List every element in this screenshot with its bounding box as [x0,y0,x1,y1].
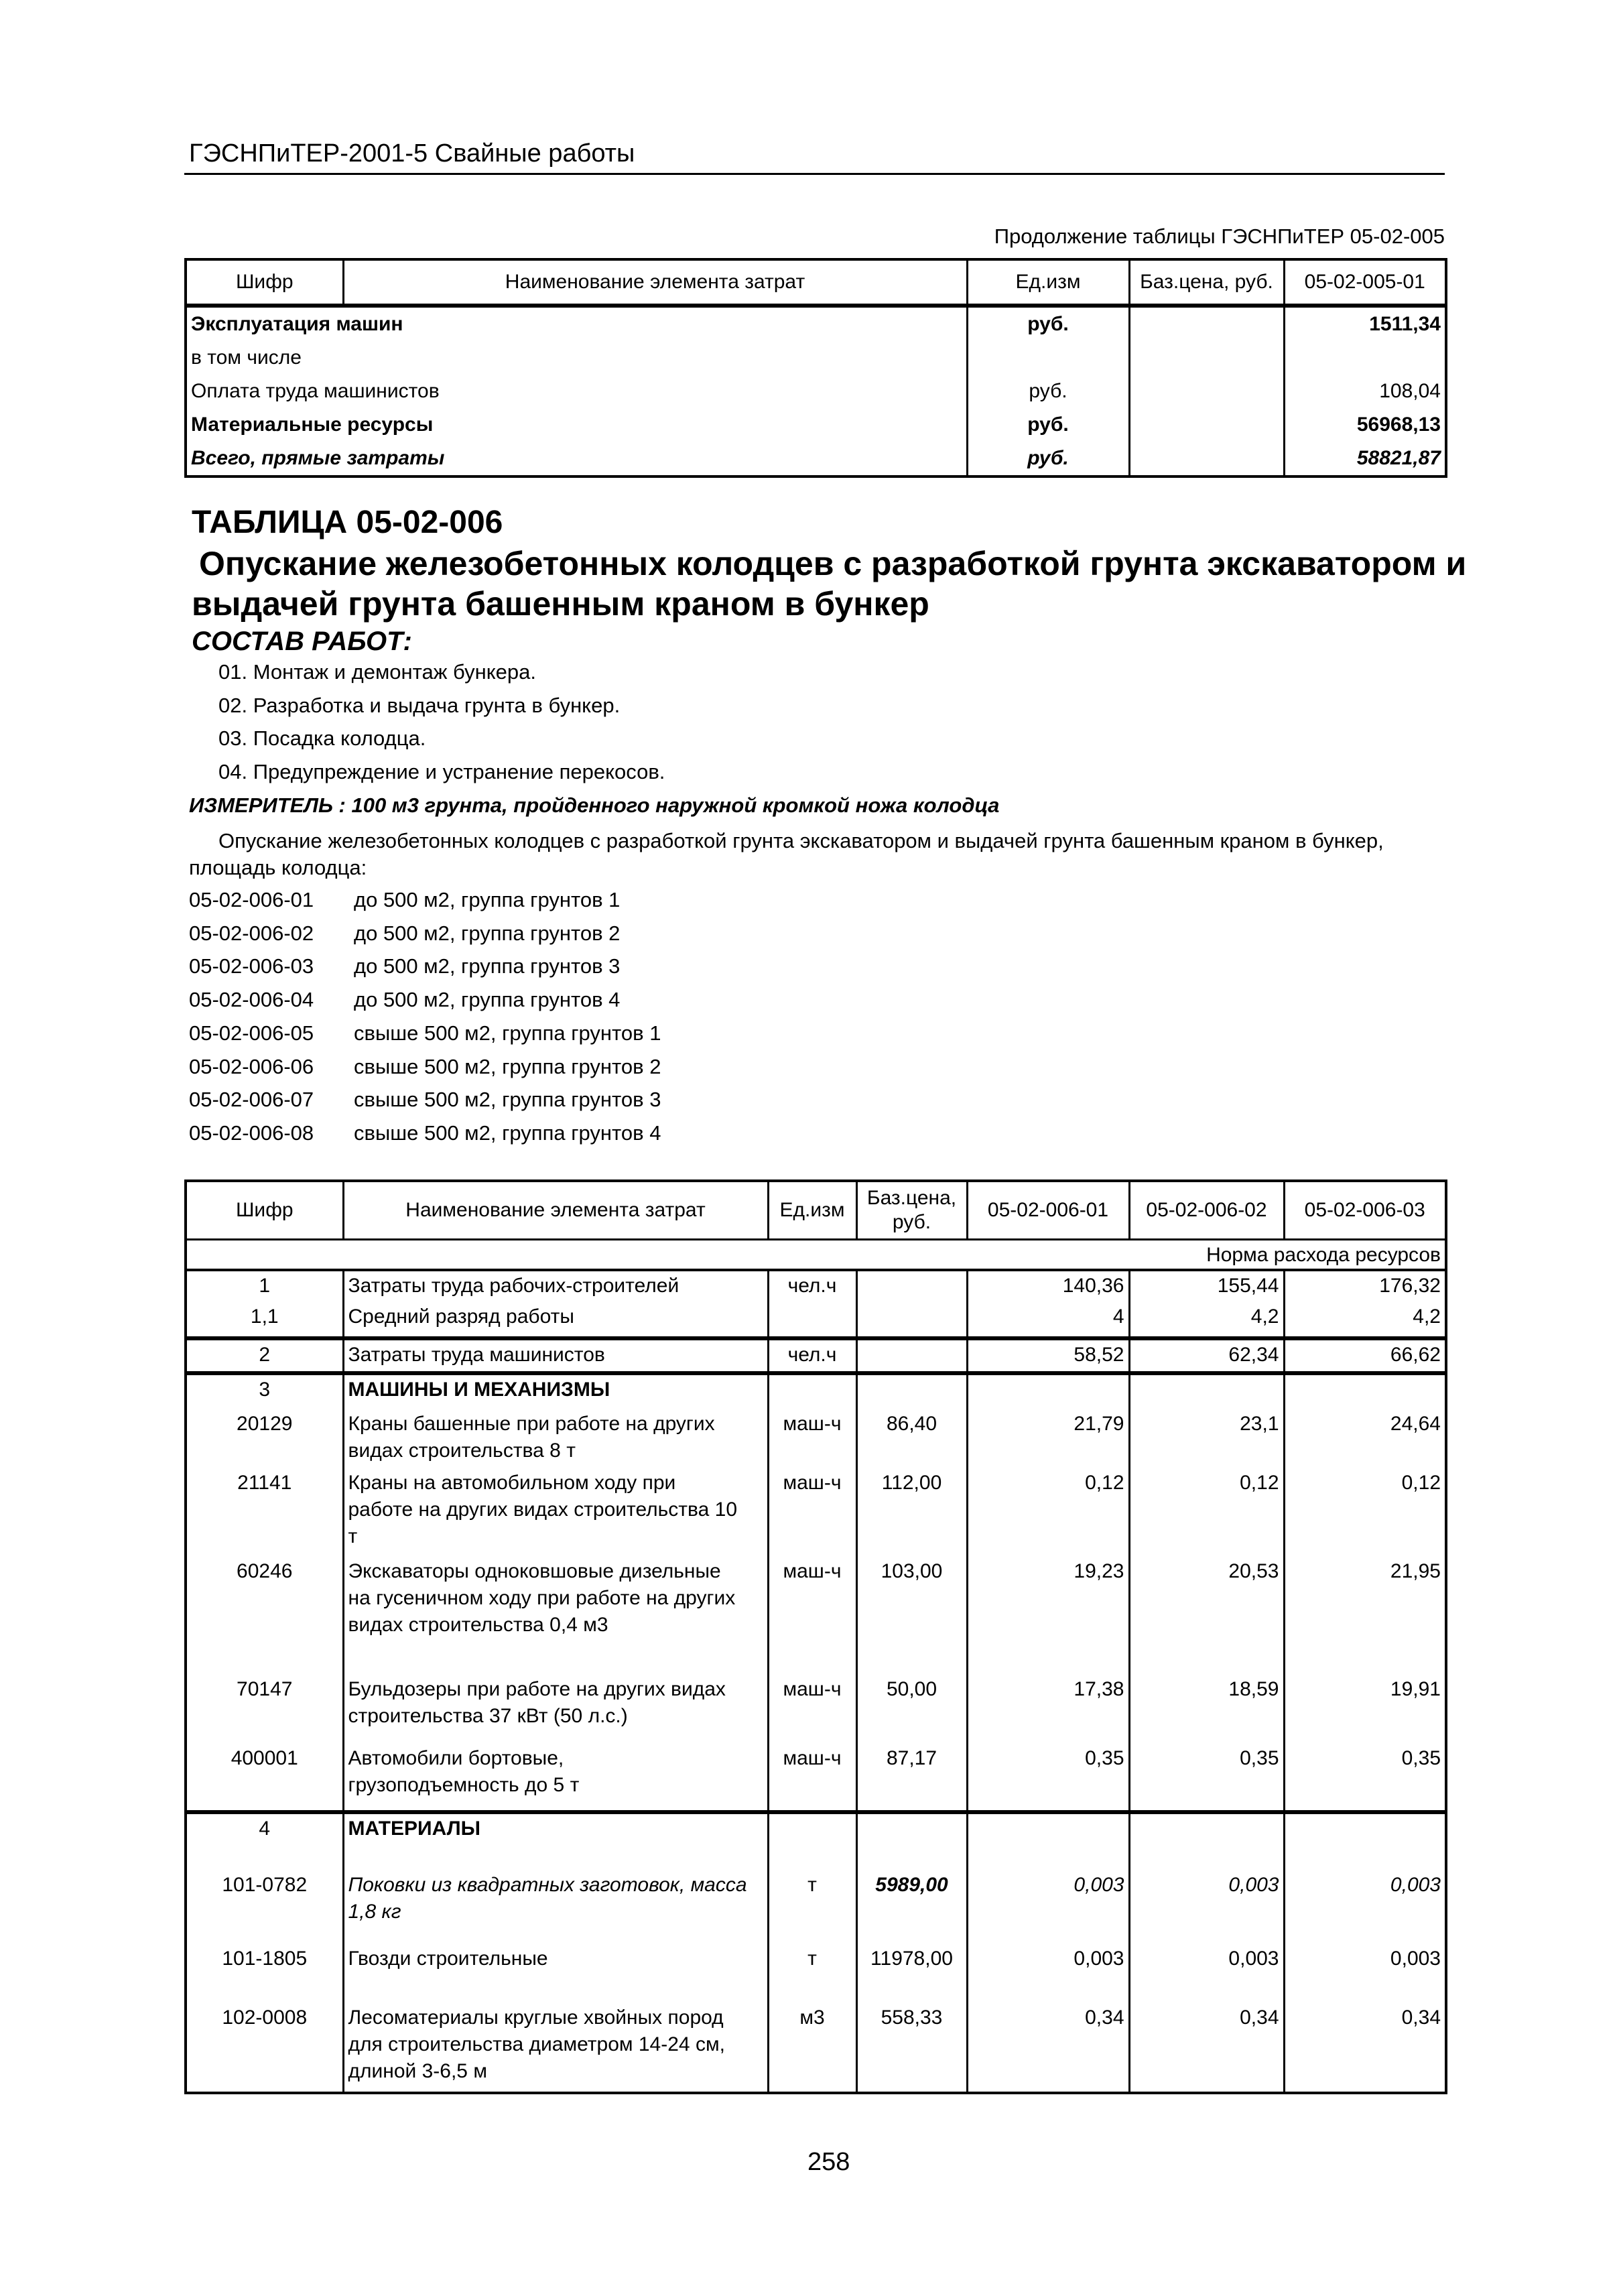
variant-description: до 500 м2, группа грунтов 1 [354,888,621,911]
unit: руб. [967,306,1129,341]
base-price [1129,341,1284,375]
resource-norms-table [184,1179,1447,2094]
unit: руб. [967,442,1129,476]
norm-05-02-006-03: 0,35 [1284,1744,1446,1812]
base-price [856,1812,967,1870]
cost-element-name: Оплата труда машинистов [186,375,967,408]
resource-name: Затраты труда рабочих-строителей [343,1270,768,1302]
work-item: 02. Разработка и выдача грунта в бункер. [218,693,621,717]
column-header: Баз.цена, руб. [1129,259,1284,306]
base-price: 558,33 [856,2003,967,2093]
base-price: 86,40 [856,1409,967,1468]
norm-05-02-006-01: 0,34 [967,2003,1129,2093]
table-continuation-caption: Продолжение таблицы ГЭСНПиТЕР 05-02-005 [994,225,1445,248]
unit: м3 [768,2003,856,2093]
header-rule [184,173,1445,175]
norm-05-02-006-03: 176,32 [1284,1270,1446,1302]
table-title-line-2: выдачей грунта башенным краном в бункер [192,585,929,623]
norm-05-02-006-03: 24,64 [1284,1409,1446,1468]
norm-05-02-006-02: 4,2 [1129,1302,1284,1338]
norm-05-02-006-02: 20,53 [1129,1557,1284,1675]
resource-code: 101-1805 [186,1944,343,2003]
norm-05-02-006-02 [1129,1373,1284,1409]
norm-05-02-006-01: 19,23 [967,1557,1129,1675]
work-item: 01. Монтаж и демонтаж бункера. [218,660,536,684]
table-row [186,1870,1446,1944]
cost-element-name: Всего, прямые затраты [186,442,967,476]
cost-element-name: в том числе [186,341,967,375]
column-header: 05-02-006-03 [1284,1181,1446,1240]
variant-code: 05-02-006-02 [189,921,314,945]
norm-05-02-006-03: 0,003 [1284,1944,1446,2003]
table-row [186,1944,1446,2003]
unit: руб. [967,408,1129,442]
work-item: 03. Посадка колодца. [218,726,426,750]
base-price [856,1338,967,1373]
variant-code: 05-02-006-06 [189,1054,314,1078]
norm-05-02-006-03: 19,91 [1284,1675,1446,1744]
resource-code: 1 [186,1270,343,1302]
table-row [186,1373,1446,1409]
variant-code: 05-02-006-08 [189,1121,314,1145]
table-number: ТАБЛИЦА 05-02-006 [192,505,503,540]
norm-05-02-006-03: 0,003 [1284,1870,1446,1944]
norm-05-02-006-03: 0,34 [1284,2003,1446,2093]
resource-name: Экскаваторы одноковшовые дизельные на гусеничном ходу при работе на других видах строительства 0,4 м3 [343,1557,768,1675]
table-row [186,341,1446,375]
column-header: Шифр [186,259,343,306]
base-price: 5989,00 [856,1870,967,1944]
norm-05-02-006-03 [1284,1373,1446,1409]
norm-label: Норма расхода ресурсов [186,1240,1446,1271]
table-row [186,306,1446,341]
base-price: 103,00 [856,1557,967,1675]
unit: т [768,1870,856,1944]
value: 58821,87 [1284,442,1446,476]
norm-05-02-006-02: 0,34 [1129,2003,1284,2093]
unit [967,341,1129,375]
table-row [186,1744,1446,1812]
norm-05-02-006-03: 21,95 [1284,1557,1446,1675]
variant-code: 05-02-006-03 [189,954,314,978]
norm-05-02-006-01: 0,003 [967,1944,1129,2003]
column-header: Наименование элемента затрат [343,1181,768,1240]
resource-name: Бульдозеры при работе на других видах строительства 37 кВт (50 л.с.) [343,1675,768,1744]
norm-05-02-006-01 [967,1812,1129,1870]
base-price [1129,408,1284,442]
table-row [186,1270,1446,1302]
column-header: Ед.изм [768,1181,856,1240]
norm-05-02-006-02: 155,44 [1129,1270,1284,1302]
table-row [186,1338,1446,1373]
unit: руб. [967,375,1129,408]
table-row [186,1812,1446,1870]
unit: чел.ч [768,1338,856,1373]
variant-description: свыше 500 м2, группа грунтов 2 [354,1054,661,1078]
variant-description: до 500 м2, группа грунтов 4 [354,988,621,1012]
norm-05-02-006-03: 66,62 [1284,1338,1446,1373]
table-row [186,1468,1446,1557]
norm-05-02-006-02: 0,12 [1129,1468,1284,1557]
table-title-line-1: Опускание железобетонных колодцев с разработкой грунта экскаватором и [199,545,1467,582]
resource-name: Лесоматериалы круглые хвойных пород для строительства диаметром 14-24 см, длиной 3-6,5 м [343,2003,768,2093]
table-row [186,1409,1446,1468]
base-price [1129,306,1284,341]
unit: т [768,1944,856,2003]
resource-name: Средний разряд работы [343,1302,768,1338]
norm-05-02-006-03: 4,2 [1284,1302,1446,1338]
base-price: 87,17 [856,1744,967,1812]
table-row [186,442,1446,476]
norm-05-02-006-01: 21,79 [967,1409,1129,1468]
resource-code: 21141 [186,1468,343,1557]
norm-05-02-006-01: 0,003 [967,1870,1129,1944]
resource-code: 101-0782 [186,1870,343,1944]
description-line-1: Опускание железобетонных колодцев с разработкой грунта экскаватором и выдачей грунта башенным краном в бункер, [218,829,1384,852]
resource-code: 60246 [186,1557,343,1675]
cost-element-name: Материальные ресурсы [186,408,967,442]
resource-code: 400001 [186,1744,343,1812]
resource-name: МАШИНЫ И МЕХАНИЗМЫ [343,1373,768,1409]
unit [768,1302,856,1338]
resource-name: Поковки из квадратных заготовок, масса 1,8 кг [343,1870,768,1944]
resource-code: 4 [186,1812,343,1870]
value: 56968,13 [1284,408,1446,442]
resource-name: Краны на автомобильном ходу при работе на других видах строительства 10 т [343,1468,768,1557]
column-header: 05-02-006-02 [1129,1181,1284,1240]
resource-code: 70147 [186,1675,343,1744]
base-price: 112,00 [856,1468,967,1557]
resource-code: 20129 [186,1409,343,1468]
unit [768,1373,856,1409]
norm-05-02-006-02: 0,35 [1129,1744,1284,1812]
base-price [856,1302,967,1338]
column-header: Ед.изм [967,259,1129,306]
resource-name: Автомобили бортовые, грузоподъемность до 5 т [343,1744,768,1812]
unit: маш-ч [768,1409,856,1468]
norm-05-02-006-01: 17,38 [967,1675,1129,1744]
norm-05-02-006-01: 0,12 [967,1468,1129,1557]
column-header: Шифр [186,1181,343,1240]
norm-05-02-006-02: 0,003 [1129,1870,1284,1944]
norm-05-02-006-02: 0,003 [1129,1944,1284,2003]
norm-05-02-006-02: 18,59 [1129,1675,1284,1744]
resource-name: Гвозди строительные [343,1944,768,2003]
table-row [186,408,1446,442]
work-item: 04. Предупреждение и устранение перекосов. [218,759,665,783]
variant-description: свыше 500 м2, группа грунтов 1 [354,1021,661,1045]
value: 108,04 [1284,375,1446,408]
variant-description: свыше 500 м2, группа грунтов 4 [354,1121,661,1145]
resource-name: Краны башенные при работе на других видах строительства 8 т [343,1409,768,1468]
base-price [1129,375,1284,408]
norm-05-02-006-01: 0,35 [967,1744,1129,1812]
unit: маш-ч [768,1675,856,1744]
value: 1511,34 [1284,306,1446,341]
norm-05-02-006-02: 23,1 [1129,1409,1284,1468]
base-price [856,1270,967,1302]
measure-unit: ИЗМЕРИТЕЛЬ : 100 м3 грунта, пройденного наружной кромкой ножа колодца [189,793,1000,817]
norm-05-02-006-01: 4 [967,1302,1129,1338]
page-number: 258 [807,2148,850,2176]
variant-description: до 500 м2, группа грунтов 2 [354,921,621,945]
variant-description: свыше 500 м2, группа грунтов 3 [354,1088,661,1112]
table-row [186,2003,1446,2093]
resource-code: 1,1 [186,1302,343,1338]
base-price: 11978,00 [856,1944,967,2003]
base-price: 50,00 [856,1675,967,1744]
table-row [186,1557,1446,1675]
variant-code: 05-02-006-04 [189,988,314,1012]
value [1284,341,1446,375]
norm-row [186,1240,1446,1271]
resource-code: 2 [186,1338,343,1373]
variant-code: 05-02-006-01 [189,888,314,911]
table-row [186,1675,1446,1744]
table-row [186,375,1446,408]
norm-05-02-006-02 [1129,1812,1284,1870]
column-header: 05-02-005-01 [1284,259,1446,306]
description-line-2: площадь колодца: [189,856,367,879]
resource-code: 3 [186,1373,343,1409]
table-row [186,1302,1446,1338]
previous-table-continuation [184,258,1447,478]
unit: чел.ч [768,1270,856,1302]
resource-name: МАТЕРИАЛЫ [343,1812,768,1870]
resource-name: Затраты труда машинистов [343,1338,768,1373]
norm-05-02-006-01: 58,52 [967,1338,1129,1373]
column-header: Наименование элемента затрат [343,259,967,306]
variant-code: 05-02-006-05 [189,1021,314,1045]
cost-element-name: Эксплуатация машин [186,306,967,341]
base-price [1129,442,1284,476]
norm-05-02-006-03 [1284,1812,1446,1870]
variant-description: до 500 м2, группа грунтов 3 [354,954,621,978]
norm-05-02-006-01 [967,1373,1129,1409]
column-header: 05-02-006-01 [967,1181,1129,1240]
resource-code: 102-0008 [186,2003,343,2093]
norm-05-02-006-01: 140,36 [967,1270,1129,1302]
column-header: Баз.цена, руб. [856,1181,967,1240]
unit: маш-ч [768,1557,856,1675]
running-header: ГЭСНПиТЕР-2001-5 Свайные работы [189,139,635,168]
base-price [856,1373,967,1409]
unit: маш-ч [768,1744,856,1812]
norm-05-02-006-03: 0,12 [1284,1468,1446,1557]
norm-05-02-006-02: 62,34 [1129,1338,1284,1373]
unit: маш-ч [768,1468,856,1557]
variant-code: 05-02-006-07 [189,1088,314,1112]
unit [768,1812,856,1870]
works-heading: СОСТАВ РАБОТ: [192,627,412,656]
